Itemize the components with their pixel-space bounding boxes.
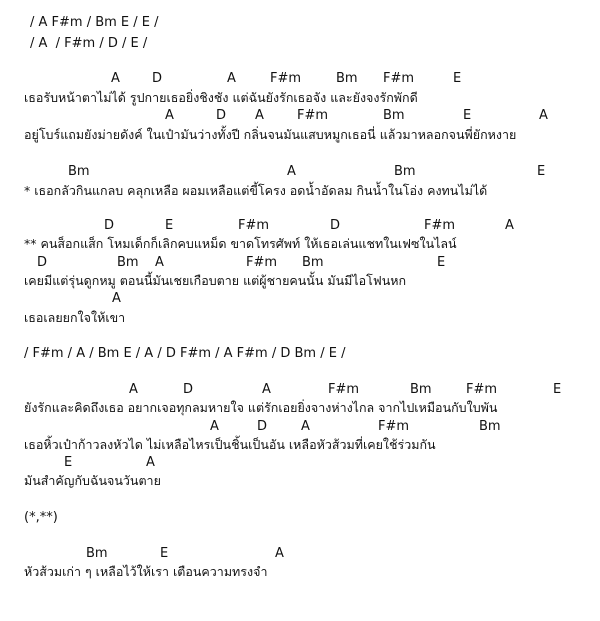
chord: A <box>275 546 284 561</box>
chord: F#m <box>297 108 329 123</box>
outro-lyric: หัวส้วมเก่า ๆ เหลือไว้ให้เรา เตือนความทรงจำ <box>24 564 268 579</box>
chord: A <box>539 108 548 123</box>
chord: D <box>37 255 48 270</box>
chord: A <box>227 71 236 86</box>
chord: A <box>262 382 271 397</box>
chord: E <box>160 546 169 561</box>
chord: Bm <box>410 382 432 397</box>
chorus1-lyric: * เธอกลัวกินแกลบ คลุกเหลือ ผอมเหลือแต่ขี้โครง อดน้ำอัดลม กินน้ำในโอ่ง คงทนไม่ได้ <box>24 183 488 198</box>
chord: A <box>505 218 514 233</box>
chord: F#m <box>378 419 410 434</box>
chord: A <box>210 419 219 434</box>
chord: A <box>129 382 138 397</box>
chord: A <box>146 455 155 470</box>
intro-line-2: / A / F#m / D / E / <box>30 36 148 51</box>
verse2-lyric-c: มันสำคัญกับฉันจนวันตาย <box>24 473 161 488</box>
chord: D <box>257 419 268 434</box>
chord: A <box>165 108 174 123</box>
chord: Bm <box>68 164 90 179</box>
chord: A <box>155 255 164 270</box>
chord: D <box>104 218 115 233</box>
chord: A <box>111 71 120 86</box>
chord: A <box>112 291 121 306</box>
intro-line-1: / A F#m / Bm E / E / <box>30 15 159 30</box>
chord: E <box>64 455 73 470</box>
chord: E <box>453 71 462 86</box>
chorus2-lyric-c: เธอเลยยกใจให้เขา <box>24 310 126 325</box>
verse1-lyric-a: เธอรับหน้าตาไม่ได้ รูปกายเธอยิ่งชิงชัง แต่ฉันยังรักเธอจัง และยังจงรักพักดี <box>24 90 418 105</box>
chord: E <box>437 255 446 270</box>
chord: F#m <box>328 382 360 397</box>
verse1-lyric-b: อยู่โบร์แถมยังม่ายดังค์ ในเป๋ามันว่างทั้งปี กลิ่นจนมันแสบหมูกเธอนี่ แล้วมาหลอกจนพี่ยักหงาย <box>24 127 517 142</box>
verse2-lyric-a: ยังรักและคิดถึงเธอ อยากเจอทุกลมหายใจ แต่รักเอยยิ่งจางห่างไกล จากไปเหมือนกับใบพัน <box>24 400 498 415</box>
chord: F#m <box>246 255 278 270</box>
verse2-lyric-b: เธอหิ้วเป๋าก้าวลงหัวได ไม่เหลือไหรเป็นชิ้นเป็นอัน เหลือหัวส้วมที่เคยใช้ร่วมกัน <box>24 437 436 452</box>
repeat-marker: (*,**) <box>24 510 58 525</box>
chord: D <box>330 218 341 233</box>
chord: F#m <box>424 218 456 233</box>
interlude-line: / F#m / A / Bm E / A / D F#m / A F#m / D Bm / E / <box>24 346 346 361</box>
chord: E <box>463 108 472 123</box>
chord: F#m <box>383 71 415 86</box>
chord: F#m <box>270 71 302 86</box>
chord: Bm <box>479 419 501 434</box>
chord: Bm <box>117 255 139 270</box>
chord: A <box>301 419 310 434</box>
chord: E <box>553 382 562 397</box>
chord: Bm <box>86 546 108 561</box>
chord: Bm <box>336 71 358 86</box>
chord: F#m <box>238 218 270 233</box>
chord: F#m <box>466 382 498 397</box>
chord: D <box>152 71 163 86</box>
chord: Bm <box>383 108 405 123</box>
chorus2-lyric-b: เคยมีแต่รุ่นดูกหมู ตอนนี้มันเชยเกือบตาย แต่ผู้ชายคนนั้น มันมีไอโฟนหก <box>24 273 407 288</box>
chord: A <box>287 164 296 179</box>
chord: Bm <box>302 255 324 270</box>
chord: Bm <box>394 164 416 179</box>
chorus2-lyric-a: ** คนส็อกแส็ก โหมเด็กก็เลิกคบแหม็ด ขาดโทรศัพท์ ให้เธอเล่นแชทในเฟซในไลน์ <box>24 236 457 251</box>
chord: A <box>255 108 264 123</box>
chord: D <box>183 382 194 397</box>
chord: E <box>165 218 174 233</box>
chord: D <box>216 108 227 123</box>
chord: E <box>537 164 546 179</box>
